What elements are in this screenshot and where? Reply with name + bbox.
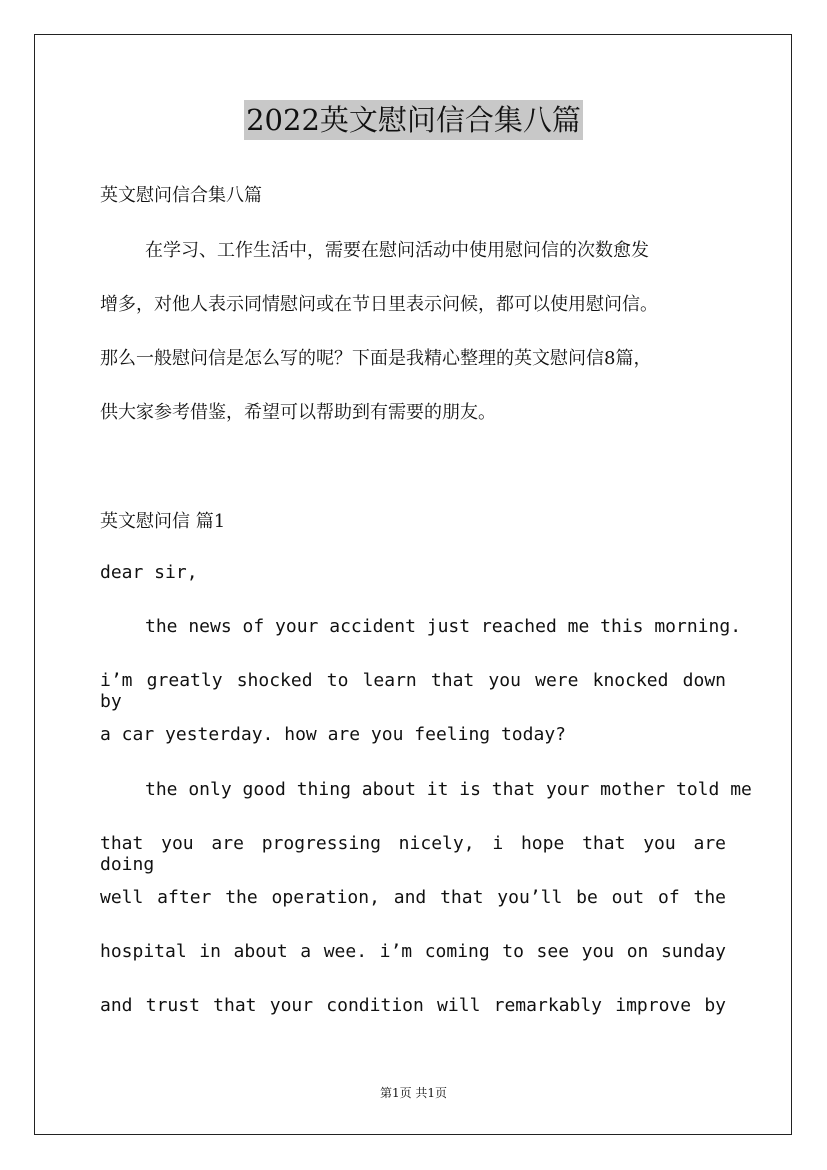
- body-line: the only good thing about it is that your mother told me: [145, 779, 752, 800]
- intro-line: 在学习、工作生活中，需要在慰问活动中使用慰问信的次数愈发: [145, 240, 649, 261]
- intro-line: 增多，对他人表示同情慰问或在节日里表示问候，都可以使用慰问信。: [100, 294, 658, 315]
- body-line: well after the operation, and that you’ll be out of the: [100, 887, 726, 908]
- document-title: 2022英文慰问信合集八篇: [244, 100, 583, 140]
- body-line: i’m greatly shocked to learn that you were knocked down by: [100, 670, 726, 712]
- body-line: the news of your accident just reached me this morning.: [145, 616, 742, 637]
- body-line: that you are progressing nicely, i hope that you are doing: [100, 833, 726, 875]
- intro-line: 那么一般慰问信是怎么写的呢？下面是我精心整理的英文慰问信8篇，: [100, 348, 652, 369]
- body-line: hospital in about a wee. i’m coming to see you on sunday: [100, 941, 726, 962]
- body-line: a car yesterday. how are you feeling today?: [100, 724, 566, 745]
- title-container: [0, 100, 827, 140]
- document-subtitle: 英文慰问信合集八篇: [100, 185, 262, 206]
- section-heading: 英文慰问信 篇1: [100, 511, 226, 532]
- intro-line: 供大家参考借鉴，希望可以帮助到有需要的朋友。: [100, 402, 496, 423]
- page-footer: 第1页 共1页: [379, 1086, 448, 1100]
- salutation: dear sir,: [100, 562, 198, 583]
- body-line: and trust that your condition will remarkably improve by: [100, 995, 726, 1016]
